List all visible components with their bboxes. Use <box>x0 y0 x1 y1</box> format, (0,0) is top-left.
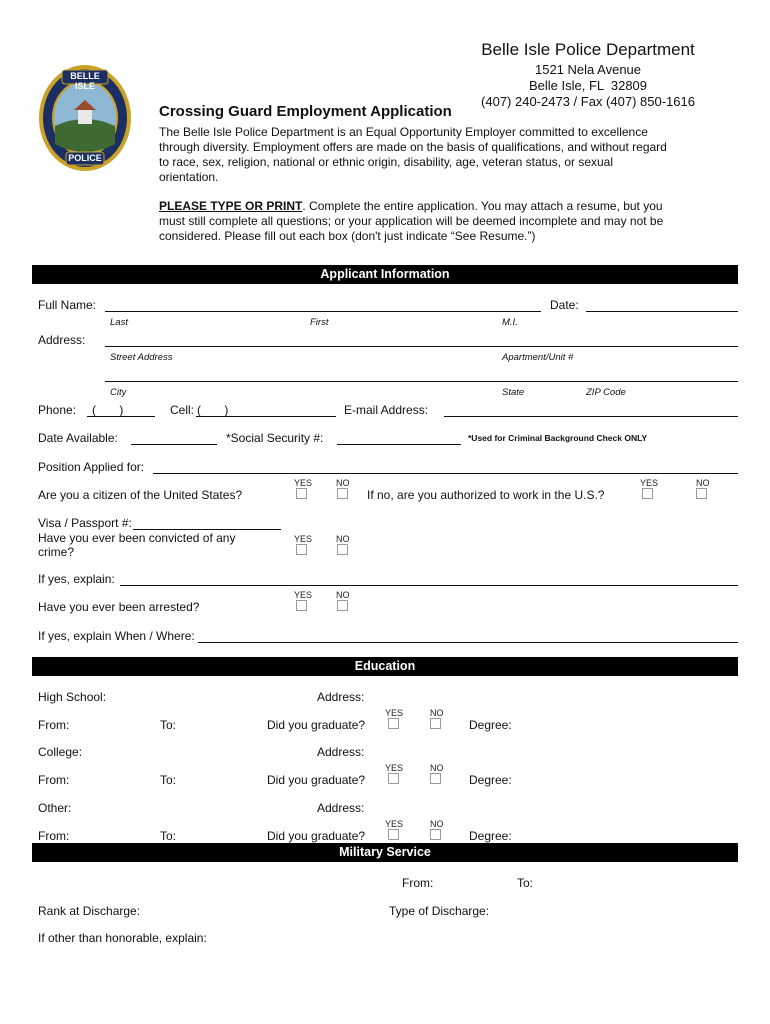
authorized-yes-label: YES <box>640 478 659 488</box>
hs-graduate-no-checkbox[interactable] <box>430 718 441 729</box>
education-heading: Education <box>32 657 738 676</box>
full-name-line[interactable] <box>105 311 541 312</box>
arrested-no-label: NO <box>336 590 350 600</box>
hs-graduate-yes-label: YES <box>385 708 404 718</box>
citizen-yes-checkbox[interactable] <box>296 488 307 499</box>
citizen-question: Are you a citizen of the United States? <box>38 488 243 502</box>
city-line[interactable] <box>105 381 738 382</box>
convicted-explain-line[interactable] <box>120 585 738 586</box>
college-graduate-yes-label: YES <box>385 763 404 773</box>
college-from-label: From: <box>38 773 70 787</box>
high-school-label: High School: <box>38 690 107 704</box>
hs-from-label: From: <box>38 718 70 732</box>
zip-caption: ZIP Code <box>586 387 626 398</box>
authorized-question: If no, are you authorized to work in the U.S.? <box>367 488 605 502</box>
arrested-yes-checkbox[interactable] <box>296 600 307 611</box>
authorized-yes-checkbox[interactable] <box>642 488 653 499</box>
instructions-text: . Complete the entire application. You may attach a resume, but you must still complete all questions; or your application will be deemed incomplete and may not be considered. Please fill out each box (don't just indicate “See Resume.”) <box>159 199 664 243</box>
first-name-caption: First <box>310 317 329 328</box>
instructions <box>159 199 669 244</box>
convicted-no-checkbox[interactable] <box>337 544 348 555</box>
authorized-no-checkbox[interactable] <box>696 488 707 499</box>
state-caption: State <box>502 387 525 398</box>
phone-area-code: ( ) <box>92 403 124 417</box>
hs-graduate-yes-checkbox[interactable] <box>388 718 399 729</box>
ssn-note: *Used for Criminal Background Check ONLY <box>468 433 648 443</box>
citizen-yes-label: YES <box>294 478 313 488</box>
department-address2: Belle Isle, FL 32809 <box>528 78 648 93</box>
rank-label: Rank at Discharge: <box>38 904 141 918</box>
arrested-question: Have you ever been arrested? <box>38 600 200 614</box>
last-name-caption: Last <box>110 317 128 328</box>
position-label: Position Applied for: <box>38 460 145 474</box>
citizen-no-checkbox[interactable] <box>337 488 348 499</box>
hs-graduate-label: Did you graduate? <box>267 718 366 732</box>
college-label: College: <box>38 745 83 759</box>
instructions-bold: PLEASE TYPE OR PRINT <box>159 199 303 213</box>
date-available-line[interactable] <box>131 444 217 445</box>
police-badge-logo <box>38 64 132 172</box>
arrested-no-checkbox[interactable] <box>337 600 348 611</box>
military-heading: Military Service <box>32 843 738 862</box>
other-graduate-no-checkbox[interactable] <box>430 829 441 840</box>
other-address-label: Address: <box>317 801 365 815</box>
position-line[interactable] <box>153 473 738 474</box>
form-title: Crossing Guard Employment Application <box>159 103 452 120</box>
convicted-explain-label: If yes, explain: <box>38 572 115 586</box>
other-graduate-no-label: NO <box>430 819 444 829</box>
date-line[interactable] <box>586 311 738 312</box>
convicted-yes-label: YES <box>294 534 313 544</box>
department-address1: 1521 Nela Avenue <box>534 62 642 77</box>
military-to-label: To: <box>517 876 534 890</box>
arrested-explain-label: If yes, explain When / Where: <box>38 629 195 643</box>
email-label: E-mail Address: <box>344 403 429 417</box>
date-label: Date: <box>550 298 579 312</box>
citizen-no-label: NO <box>336 478 350 488</box>
cell-label: Cell: <box>170 403 195 417</box>
convicted-no-label: NO <box>336 534 350 544</box>
street-caption: Street Address <box>110 352 173 363</box>
phone-line[interactable] <box>87 416 155 417</box>
eeo-statement: The Belle Isle Police Department is an Equal Opportunity Employer committed to excellence through diversity. Employment offers are made on the basis of qualifications, and without regard to race, sex, religion, national or ethnic origin, disability, age, veteran status, or sexual orientation. <box>159 125 667 184</box>
date-available-label: Date Available: <box>38 431 118 445</box>
visa-label: Visa / Passport #: <box>38 516 132 530</box>
logo-bottom-text: POLICE <box>68 153 102 163</box>
hs-to-label: To: <box>160 718 177 732</box>
logo-top-text: BELLE ISLE <box>70 71 100 91</box>
city-caption: City <box>110 387 127 398</box>
phone-label: Phone: <box>38 403 77 417</box>
applicant-info-heading: Applicant Information <box>32 265 738 284</box>
arrested-yes-label: YES <box>294 590 313 600</box>
cell-line[interactable] <box>196 416 336 417</box>
other-graduate-yes-checkbox[interactable] <box>388 829 399 840</box>
college-graduate-no-label: NO <box>430 763 444 773</box>
address-label: Address: <box>38 333 86 347</box>
other-than-honorable-label: If other than honorable, explain: <box>38 931 207 945</box>
full-name-label: Full Name: <box>38 298 97 312</box>
ssn-label: *Social Security #: <box>226 431 324 445</box>
mi-caption: M.I. <box>502 317 518 328</box>
military-from-label: From: <box>402 876 434 890</box>
discharge-type-label: Type of Discharge: <box>389 904 490 918</box>
high-school-address-label: Address: <box>317 690 365 704</box>
college-graduate-yes-checkbox[interactable] <box>388 773 399 784</box>
hs-degree-label: Degree: <box>469 718 512 732</box>
other-degree-label: Degree: <box>469 829 512 843</box>
college-graduate-label: Did you graduate? <box>267 773 366 787</box>
visa-line[interactable] <box>133 529 281 530</box>
convicted-question: Have you ever been convicted of any crime? <box>38 531 236 559</box>
college-address-label: Address: <box>317 745 365 759</box>
department-phone: (407) 240-2473 / Fax (407) 850-1616 <box>481 94 695 109</box>
convicted-yes-checkbox[interactable] <box>296 544 307 555</box>
arrested-explain-line[interactable] <box>198 642 738 643</box>
college-degree-label: Degree: <box>469 773 512 787</box>
authorized-no-label: NO <box>696 478 710 488</box>
other-graduate-yes-label: YES <box>385 819 404 829</box>
college-to-label: To: <box>160 773 177 787</box>
other-graduate-label: Did you graduate? <box>267 829 366 843</box>
apt-caption: Apartment/Unit # <box>502 352 574 363</box>
hs-graduate-no-label: NO <box>430 708 444 718</box>
street-address-line[interactable] <box>105 346 738 347</box>
other-from-label: From: <box>38 829 70 843</box>
department-name: Belle Isle Police Department <box>481 40 695 59</box>
college-graduate-no-checkbox[interactable] <box>430 773 441 784</box>
email-line[interactable] <box>444 416 738 417</box>
ssn-line[interactable] <box>337 444 461 445</box>
cell-area-code: ( ) <box>197 403 229 417</box>
other-to-label: To: <box>160 829 177 843</box>
other-school-label: Other: <box>38 801 72 815</box>
